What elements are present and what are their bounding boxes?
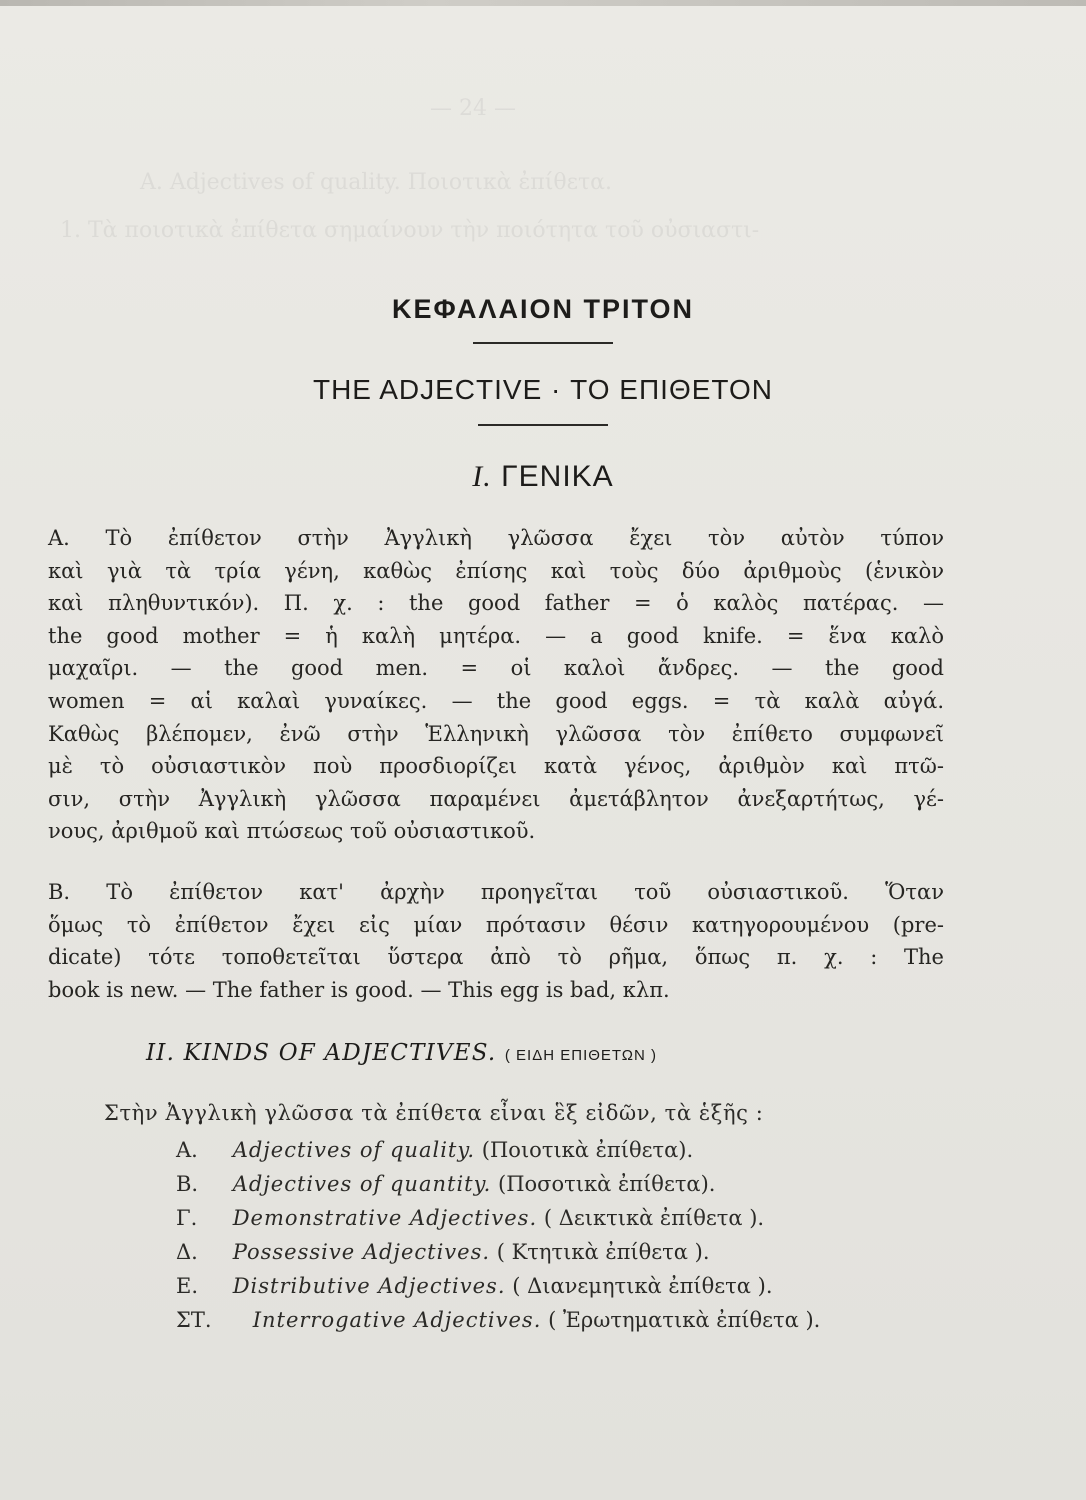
bleed-through-text: — 24 —	[430, 96, 516, 121]
item-letter: Ε.	[176, 1274, 199, 1298]
paragraph-line: Β. Τὸ ἐπίθετον κατ' ἀρχὴν προηγεῖται τοῦ οὐσιαστικοῦ. Ὅταν	[48, 880, 944, 904]
item-english: Adjectives of quantity.	[232, 1172, 492, 1196]
chapter-heading: ΚΕΦΑΛΑΙΟΝ ΤΡΙΤΟΝ	[392, 294, 694, 324]
item-letter: Γ.	[176, 1206, 198, 1230]
item-letter: Α.	[176, 1138, 198, 1162]
paragraph-line: Καθὼς βλέπομεν, ἐνῶ στὴν Ἑλληνικὴ γλῶσσα τὸν ἐπίθετο συμφωνεῖ	[48, 721, 944, 746]
title-underline	[478, 424, 608, 426]
item-greek: ( Ἐρωτηματικὰ ἐπίθετα ).	[548, 1308, 821, 1332]
chapter-underline	[473, 342, 613, 344]
bleed-through-text: 1. Τὰ ποιοτικὰ ἐπίθετα σημαίνουν τὴν ποιότητα τοῦ οὐσιαστι-	[60, 218, 760, 243]
section-heading-kinds	[146, 1040, 657, 1066]
item-greek: ( Δεικτικὰ ἐπίθετα ).	[543, 1206, 765, 1230]
paragraph-line: σιν, στὴν Ἀγγλικὴ γλῶσσα παραμένει ἀμετάβλητον ἀνεξαρτήτως, γέ-	[48, 786, 944, 811]
section-number: I.	[472, 460, 492, 493]
paragraph-line: the good mother = ἡ καλὴ μητέρα. — a good knife. = ἕνα καλὸ	[48, 623, 944, 648]
paragraph-line: καὶ γιὰ τὰ τρία γένη, καθὼς ἐπίσης καὶ τοὺς δύο ἀριθμοὺς (ἑνικὸν	[48, 558, 944, 583]
item-english: Possessive Adjectives.	[232, 1240, 491, 1264]
kinds-intro: Στὴν Ἀγγλικὴ γλῶσσα τὰ ἐπίθετα εἶναι ἓξ εἰδῶν, τὰ ἑξῆς :	[104, 1101, 764, 1125]
list-item	[176, 1240, 710, 1273]
list-item	[176, 1138, 693, 1171]
item-greek: (Ποσοτικὰ ἐπίθετα).	[498, 1172, 716, 1196]
paragraph-line: νους, ἀριθμοῦ καὶ πτώσεως τοῦ οὐσιαστικοῦ.	[48, 819, 536, 844]
page-title: THE ADJECTIVE · ΤΟ ΕΠΙΘΕΤΟΝ	[312, 374, 774, 405]
item-english: Demonstrative Adjectives.	[232, 1206, 538, 1230]
paragraph-line: καὶ πληθυντικόν). Π. χ. : the good father = ὁ καλὸς πατέρας. —	[48, 591, 944, 616]
paragraph-line: Α. Τὸ ἐπίθετον στὴν Ἀγγλικὴ γλῶσσα ἔχει τὸν αὐτὸν τύπον	[48, 526, 944, 550]
item-english: Distributive Adjectives.	[232, 1274, 506, 1298]
paragraph-line: ὅμως τὸ ἐπίθετον ἔχει εἰς μίαν πρότασιν θέσιν κατηγορουμένου (pre-	[48, 912, 944, 937]
paragraph-b	[48, 876, 944, 1006]
list-item	[176, 1206, 764, 1239]
paragraph-line: women = αἱ καλαὶ γυναίκες. — the good eggs. = τὰ καλὰ αὐγά.	[48, 688, 944, 713]
list-item	[176, 1172, 716, 1205]
item-english: Interrogative Adjectives.	[252, 1308, 542, 1332]
bleed-through-text: Α. Adjectives of quality. Ποιοτικὰ ἐπίθετα.	[140, 170, 613, 195]
item-english: Adjectives of quality.	[232, 1138, 476, 1162]
item-letter: Δ.	[176, 1240, 198, 1264]
list-item	[176, 1308, 820, 1341]
paragraph-line: μὲ τὸ οὐσιαστικὸν ποὺ προσδιορίζει κατὰ γένος, ἀριθμὸν καὶ πτῶ-	[48, 754, 944, 779]
paragraph-line: book is new. — The father is good. — This egg is bad, κλπ.	[48, 977, 670, 1002]
item-greek: (Ποιοτικὰ ἐπίθετα).	[481, 1138, 694, 1162]
paragraph-line: μαχαῖρι. — the good men. = οἱ καλοὶ ἄνδρες. — the good	[48, 656, 944, 681]
item-letter: Β.	[176, 1172, 199, 1196]
paragraph-line: dicate) τότε τοποθετεῖται ὕστερα ἀπὸ τὸ ρῆμα, ὅπως π. χ. : The	[48, 945, 944, 970]
paragraph-a	[48, 522, 944, 848]
section-title: II. KINDS OF ADJECTIVES.	[146, 1040, 497, 1066]
item-letter: ΣΤ.	[176, 1308, 212, 1332]
item-greek: ( Κτητικὰ ἐπίθετα ).	[496, 1240, 710, 1264]
list-item	[176, 1274, 773, 1307]
item-greek: ( Διανεμητικὰ ἐπίθετα ).	[512, 1274, 773, 1298]
section-title: ΓΕΝΙΚΑ	[501, 460, 614, 493]
section-title-greek: ( ΕΙΔΗ ΕΠΙΘΕΤΩΝ )	[504, 1047, 658, 1064]
section-heading-general	[0, 460, 1086, 494]
